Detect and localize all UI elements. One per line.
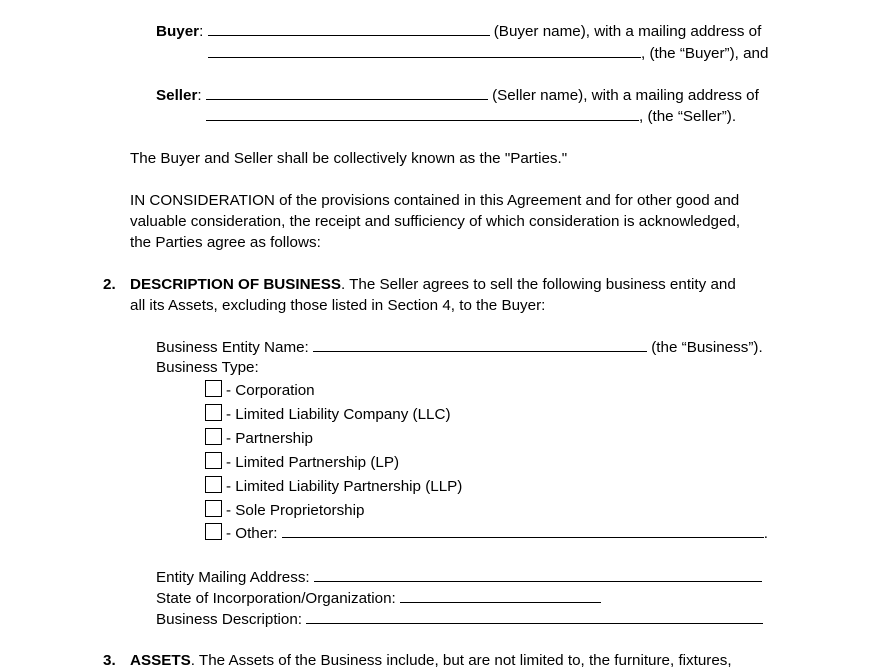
section2-line-1: DESCRIPTION OF BUSINESS. The Seller agrees to sell the following business entity and: [130, 276, 736, 293]
entity-mailing-line: [156, 568, 762, 587]
seller-line-2: [206, 107, 736, 126]
checkbox-sole-proprietorship[interactable]: [205, 500, 222, 517]
buyer-name-blank[interactable]: [208, 22, 490, 36]
state-blank[interactable]: [400, 589, 601, 603]
buyer-name-hint: (Buyer name), with a mailing address of: [493, 23, 762, 40]
section3-line-1: ASSETS. The Assets of the Business include, but are not limited to, the furniture, fixtures,: [130, 652, 732, 669]
option-other: - Other:: [226, 525, 278, 542]
entity-name-line: [156, 338, 763, 357]
buyer-suffix: , (the “Buyer”), and: [641, 45, 769, 62]
checkbox-llp[interactable]: [205, 476, 222, 493]
state-label: State of Incorporation/Organization:: [156, 590, 396, 607]
entity-name-label: Business Entity Name:: [156, 339, 309, 356]
parties-text: The Buyer and Seller shall be collectively known as the "Parties.": [130, 150, 568, 167]
checkbox-partnership[interactable]: [205, 428, 222, 445]
consideration-line-1: IN CONSIDERATION of the provisions contained in this Agreement and for other good and: [130, 192, 740, 209]
checkbox-corporation[interactable]: [205, 380, 222, 397]
entity-name-blank[interactable]: [313, 338, 647, 352]
business-type-label: Business Type:: [156, 359, 259, 376]
option-corporation: - Corporation: [226, 382, 315, 399]
seller-label: Seller: [156, 87, 198, 104]
section2-line-2: all its Assets, excluding those listed in Section 4, to the Buyer:: [130, 297, 546, 314]
entity-name-suffix: (the “Business”).: [651, 339, 763, 356]
option-llc: - Limited Liability Company (LLC): [226, 406, 451, 423]
option-lp: - Limited Partnership (LP): [226, 454, 400, 471]
option-partnership: - Partnership: [226, 430, 313, 447]
buyer-line-1: Buyer: (Buyer name), with a mailing address of: [156, 23, 762, 40]
section2-number: 2.: [103, 276, 116, 293]
seller-suffix: , (the “Seller”).: [639, 108, 737, 125]
business-description-line: [156, 610, 763, 629]
seller-name-hint: (Seller name), with a mailing address of: [492, 87, 759, 104]
state-line: [156, 589, 601, 608]
seller-address-blank[interactable]: [206, 107, 639, 121]
entity-mailing-blank[interactable]: [314, 568, 762, 582]
option-sole-proprietorship: - Sole Proprietorship: [226, 502, 365, 519]
checkbox-llc[interactable]: [205, 404, 222, 421]
checkbox-lp[interactable]: [205, 452, 222, 469]
section3-heading: ASSETS: [130, 652, 191, 669]
option-other-line: - Other: .: [226, 525, 768, 542]
buyer-label: Buyer: [156, 23, 200, 40]
consideration-line-3: the Parties agree as follows:: [130, 234, 321, 251]
business-description-label: Business Description:: [156, 611, 303, 628]
option-llp: - Limited Liability Partnership (LLP): [226, 478, 463, 495]
buyer-line-2: [208, 44, 768, 63]
section3-number: 3.: [103, 652, 116, 669]
seller-line-1: Seller: (Seller name), with a mailing address of: [156, 87, 759, 104]
entity-mailing-label: Entity Mailing Address:: [156, 569, 310, 586]
other-type-blank[interactable]: [282, 524, 764, 538]
consideration-line-2: valuable consideration, the receipt and sufficiency of which consideration is acknowledged,: [130, 213, 741, 230]
seller-name-blank[interactable]: [206, 86, 488, 100]
checkbox-other[interactable]: [205, 523, 222, 540]
buyer-address-blank[interactable]: [208, 44, 641, 58]
business-description-blank[interactable]: [306, 610, 763, 624]
section2-heading: DESCRIPTION OF BUSINESS: [130, 276, 341, 293]
